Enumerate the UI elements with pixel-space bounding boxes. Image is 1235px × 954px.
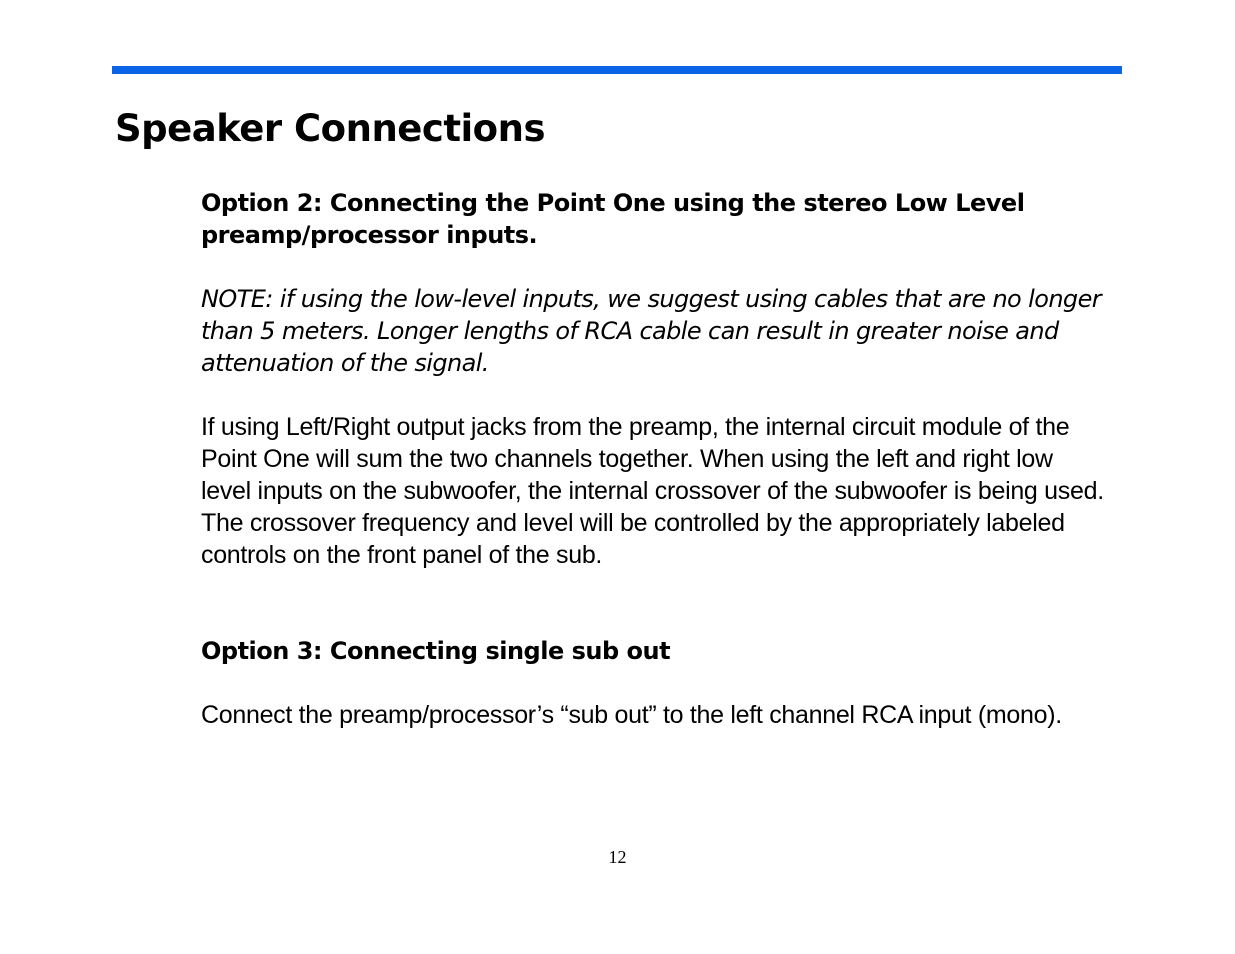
option-3-body: Connect the preamp/processor’s “sub out” to the left channel RCA input (mono). — [201, 701, 1062, 729]
page-content — [201, 187, 1106, 731]
page-title: Speaker Connections — [115, 107, 545, 150]
option-3-heading: Option 3: Connecting single sub out — [201, 637, 671, 665]
page-number: 12 — [608, 847, 627, 867]
header-rule — [112, 66, 1122, 74]
option-2-body: If using Left/Right output jacks from the preamp, the internal circuit module of the Point One will sum the two channels together. When using the left and right low level inputs on the subwoofer, the internal crossover of the subwoofer is being used. The crossover frequency and level will be controlled by the appropriately labeled controls on the front panel of the sub. — [201, 413, 1104, 569]
option-2-note: NOTE: if using the low-level inputs, we suggest using cables that are no longer than 5 meters. Longer lengths of RCA cable can result in greater noise and attenuation of the signal. — [201, 285, 1102, 377]
option-2-heading: Option 2: Connecting the Point One using the stereo Low Level preamp/processor inputs. — [201, 189, 1025, 249]
